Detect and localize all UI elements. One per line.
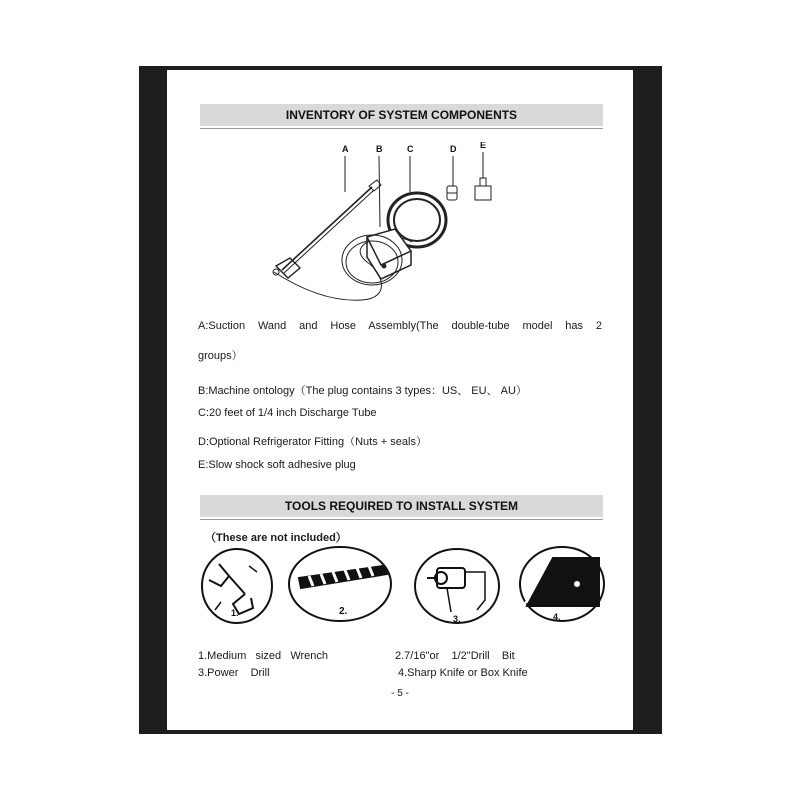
heading-underline [200,128,603,129]
figure-label-a: A [342,144,349,154]
tool-number-3: 3. [453,614,461,624]
tool-caption-3: 3.Power Drill [198,667,270,679]
plug-e [475,178,491,200]
leader-line-b [379,156,380,227]
tool-caption-1: 1.Medium sized Wrench [198,650,329,662]
tools-illustrations [197,546,607,636]
component-a-line1: A:Suction Wand and Hose Assembly(The double-tube model has 2 [198,320,602,332]
component-b: B:Machine ontology（The plug contains 3 types：US、 EU、 AU） [198,385,527,397]
tool-caption-2: 2.7/16"or 1/2"Drill Bit [395,650,515,662]
machine-unit [342,229,411,285]
page-number: - 5 - [391,688,409,699]
figure-label-c: C [407,144,414,154]
component-e: E:Slow shock soft adhesive plug [198,459,356,471]
component-d: D:Optional Refrigerator Fitting（Nuts + seals） [198,436,427,448]
wrench-icon [202,549,272,623]
components-figure [262,142,552,382]
inventory-heading: INVENTORY OF SYSTEM COMPONENTS [200,104,603,126]
suction-wand [273,180,381,278]
component-c: C:20 feet of 1/4 inch Discharge Tube [198,407,377,419]
tool-caption-4: 4.Sharp Knife or Box Knife [398,667,528,679]
component-a-line2: groups） [198,350,243,362]
fitting-d [447,186,457,200]
tools-heading-underline [200,519,603,520]
tools-heading: TOOLS REQUIRED TO INSTALL SYSTEM [200,495,603,517]
tool-number-2: 2. [339,606,348,617]
box-knife-icon [520,547,604,622]
power-drill-icon [415,549,499,624]
figure-label-d: D [450,144,457,154]
drill-bit-icon [289,547,391,621]
tools-note: （These are not included） [205,532,347,544]
tool-number-4: 4. [553,612,561,622]
figure-label-b: B [376,144,383,154]
tool-number-1: 1. [231,608,239,618]
manual-page [167,70,633,730]
figure-label-e: E [480,142,487,150]
